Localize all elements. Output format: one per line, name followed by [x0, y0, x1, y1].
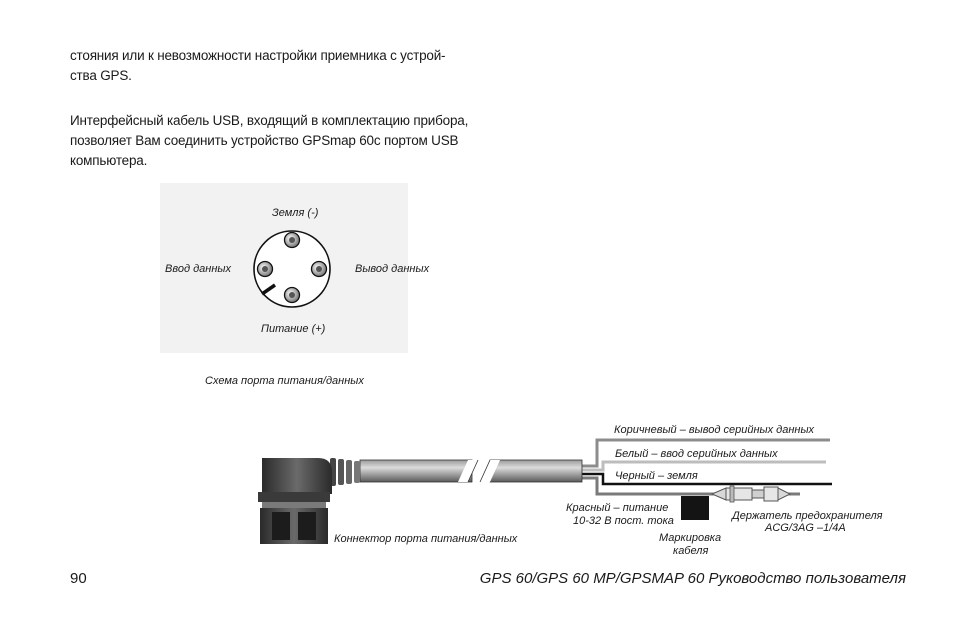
pin-power: [285, 288, 300, 303]
label-wire-red-voltage: 10-32 В пост. тока: [573, 515, 674, 527]
main-cable: [360, 460, 582, 482]
label-data-out: Вывод данных: [355, 263, 430, 275]
wire-white: [582, 462, 826, 470]
label-connector: Коннектор порта питания/данных: [334, 533, 518, 545]
paragraph-line: Интерфейсный кабель USB, входящий в комплектацию прибора,: [70, 113, 469, 128]
figure-caption: Схема порта питания/данных: [205, 375, 364, 387]
label-ground: Земля (-): [272, 207, 319, 219]
fuse-holder: [712, 486, 790, 502]
label-fuse-rating: ACG/3AG –1/4A: [765, 522, 846, 534]
power-data-plug: [258, 458, 332, 544]
footer-title: GPS 60/GPS 60 MP/GPSMAP 60 Руководство пользователя: [479, 570, 906, 587]
paragraph-line: компьютера.: [70, 153, 148, 168]
label-wire-red: Красный – питание: [566, 502, 669, 514]
strain-relief: [330, 458, 360, 486]
label-cable-marking-2: кабеля: [673, 545, 709, 557]
page-number: 90: [70, 570, 87, 587]
label-power: Питание (+): [261, 323, 326, 335]
cable-marking-block: [681, 496, 709, 520]
label-fuse-holder: Держатель предохранителя: [732, 510, 883, 522]
paragraph-line: позволяет Вам соединить устройство GPSmap 60с портом USB: [70, 133, 459, 148]
label-wire-white: Белый – ввод серийных данных: [615, 448, 778, 460]
paragraph-line: ства GPS.: [70, 68, 132, 83]
pin-ground: [285, 233, 300, 248]
port-connector: [254, 231, 330, 307]
label-wire-brown: Коричневый – вывод серийных данных: [614, 424, 815, 436]
pin-data-out: [312, 262, 327, 277]
label-wire-black: Черный – земля: [615, 470, 698, 482]
paragraph-line: стояния или к невозможности настройки приемника с устрой-: [70, 48, 446, 63]
pin-data-in: [258, 262, 273, 277]
label-cable-marking: Маркировка: [659, 532, 722, 544]
label-data-in: Ввод данных: [165, 263, 231, 275]
